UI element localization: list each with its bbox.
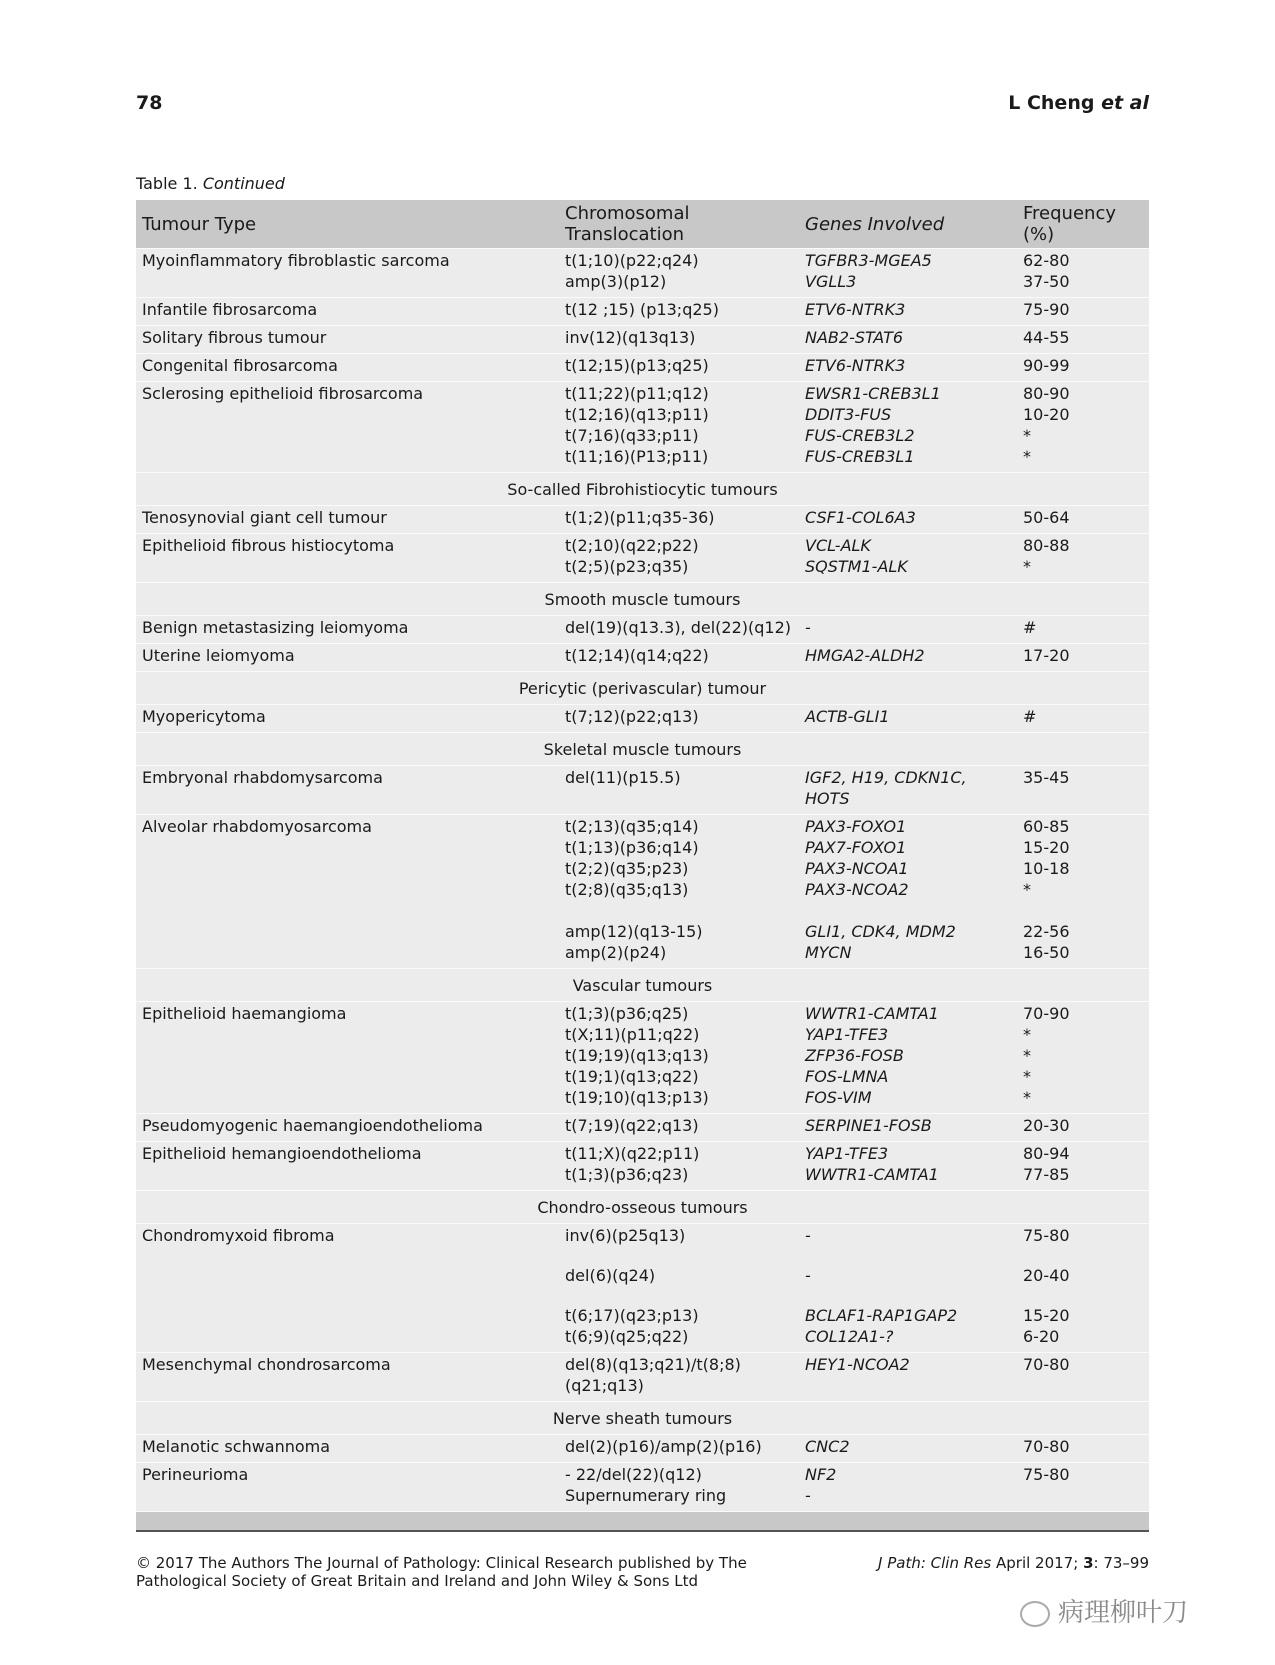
frequency-cell xyxy=(1017,506,1149,534)
translocation-cell xyxy=(559,249,799,298)
col-header-translocation: Chromosomal Translocation xyxy=(559,200,799,249)
genes-cell xyxy=(799,616,1017,644)
translocation-line: t(2;13)(q35;q14) xyxy=(565,817,699,836)
table-row xyxy=(136,1002,1149,1114)
translocation-line: t(2;8)(q35;q13) xyxy=(565,880,689,899)
frequency-line: 80-90 xyxy=(1023,384,1070,403)
watermark xyxy=(1020,1592,1188,1629)
translocation-line: amp(3)(p12) xyxy=(565,272,667,291)
genes-line: ACTB-GLI1 xyxy=(805,707,890,726)
genes-cell xyxy=(799,1435,1017,1463)
frequency-line: * xyxy=(1023,426,1031,445)
section-row xyxy=(136,733,1149,766)
translocation-line: t(11;X)(q22;p11) xyxy=(565,1144,700,1163)
translocation-cell xyxy=(559,1435,799,1463)
tumour-type-cell: Perineurioma xyxy=(136,1463,559,1512)
author: L Cheng xyxy=(1008,92,1095,114)
frequency-line: 62-80 xyxy=(1023,251,1070,270)
frequency-line: 10-18 xyxy=(1023,859,1070,878)
translocation-cell xyxy=(559,815,799,969)
genes-line: PAX7-FOXO1 xyxy=(805,838,907,857)
section-row xyxy=(136,583,1149,616)
table-row xyxy=(136,815,1149,969)
genes-cell xyxy=(799,1463,1017,1512)
translocation-cell xyxy=(559,298,799,326)
genes-line: PAX3-NCOA2 xyxy=(805,880,909,899)
frequency-line: 22-56 xyxy=(1023,922,1070,941)
spacer xyxy=(1023,1246,1143,1265)
spacer xyxy=(565,900,793,921)
translocation-line: t(11;16)(P13;p11) xyxy=(565,447,709,466)
frequency-line: 75-80 xyxy=(1023,1465,1070,1484)
frequency-line: * xyxy=(1023,447,1031,466)
table-row xyxy=(136,705,1149,733)
table-row xyxy=(136,1435,1149,1463)
genes-line: FUS-CREB3L2 xyxy=(805,426,915,445)
genes-cell xyxy=(799,534,1017,583)
table-caption xyxy=(136,174,285,193)
genes-line: SQSTM1-ALK xyxy=(805,557,908,576)
genes-line: PAX3-NCOA1 xyxy=(805,859,909,878)
tumour-type-cell: Congenital fibrosarcoma xyxy=(136,354,559,382)
genes-cell xyxy=(799,249,1017,298)
col-header-frequency: Frequency (%) xyxy=(1017,200,1149,249)
genes-cell xyxy=(799,1353,1017,1402)
frequency-line: 70-80 xyxy=(1023,1355,1070,1374)
frequency-line: * xyxy=(1023,880,1031,899)
table-row xyxy=(136,326,1149,354)
frequency-cell xyxy=(1017,534,1149,583)
frequency-line: 50-64 xyxy=(1023,508,1070,527)
frequency-cell xyxy=(1017,326,1149,354)
translocation-line: t(12;16)(q13;p11) xyxy=(565,405,709,424)
genes-line: - xyxy=(805,1266,811,1285)
spacer xyxy=(805,1246,1011,1265)
table-header-row xyxy=(136,200,1149,249)
table-container xyxy=(136,200,1149,1532)
genes-line: - xyxy=(805,618,811,637)
tumour-type-cell: Uterine leiomyoma xyxy=(136,644,559,672)
translocation-cell xyxy=(559,1114,799,1142)
translocation-line: t(2;10)(q22;p22) xyxy=(565,536,699,555)
genes-line: VCL-ALK xyxy=(805,536,871,555)
tumour-type-cell: Alveolar rhabdomyosarcoma xyxy=(136,815,559,969)
tumour-type-cell: Sclerosing epithelioid fibrosarcoma xyxy=(136,382,559,473)
copyright-footer: © 2017 The Authors The Journal of Pathology: Clinical Research published by The Pathological Society of Great Britain and Ireland and John Wiley & Sons Ltd xyxy=(136,1554,747,1590)
translocation-cell xyxy=(559,1142,799,1191)
tumour-type-cell: Chondromyxoid fibroma xyxy=(136,1224,559,1353)
genes-line: PAX3-FOXO1 xyxy=(805,817,907,836)
translocation-line: inv(12)(q13q13) xyxy=(565,328,696,347)
frequency-line: # xyxy=(1023,707,1037,726)
translocation-line: del(8)(q13;q21)/t(8;8)(q21;q13) xyxy=(565,1355,741,1395)
genes-line: EWSR1-CREB3L1 xyxy=(805,384,941,403)
frequency-line: 35-45 xyxy=(1023,768,1070,787)
spacer xyxy=(805,1286,1011,1305)
translocation-line: t(7;19)(q22;q13) xyxy=(565,1116,699,1135)
frequency-line: 80-88 xyxy=(1023,536,1070,555)
spacer xyxy=(1023,1286,1143,1305)
tumour-type-cell: Mesenchymal chondrosarcoma xyxy=(136,1353,559,1402)
table-body xyxy=(136,249,1149,1512)
genes-line: SERPINE1-FOSB xyxy=(805,1116,932,1135)
genes-line: - xyxy=(805,1226,811,1245)
table-end-bar xyxy=(136,1512,1149,1532)
genes-line: BCLAF1-RAP1GAP2 xyxy=(805,1306,958,1325)
frequency-line: 77-85 xyxy=(1023,1165,1070,1184)
genes-line: FOS-VIM xyxy=(805,1088,872,1107)
frequency-line: # xyxy=(1023,618,1037,637)
table-row xyxy=(136,298,1149,326)
genes-line: GLI1, CDK4, MDM2 xyxy=(805,922,956,941)
genes-cell xyxy=(799,1224,1017,1353)
tumour-type-cell: Melanotic schwannoma xyxy=(136,1435,559,1463)
tumour-type-cell: Myoinflammatory fibroblastic sarcoma xyxy=(136,249,559,298)
genes-line: HMGA2-ALDH2 xyxy=(805,646,925,665)
genes-line: CNC2 xyxy=(805,1437,850,1456)
frequency-cell xyxy=(1017,354,1149,382)
frequency-cell xyxy=(1017,815,1149,969)
section-row xyxy=(136,672,1149,705)
et-al: et al xyxy=(1101,92,1149,114)
watermark-text: 病理柳叶刀 xyxy=(1058,1598,1189,1628)
frequency-cell xyxy=(1017,1002,1149,1114)
spacer xyxy=(805,900,1011,921)
table-row xyxy=(136,1463,1149,1512)
section-title: Pericytic (perivascular) tumour xyxy=(136,672,1149,705)
translocation-line: t(2;5)(p23;q35) xyxy=(565,557,689,576)
translocation-line: t(19;10)(q13;p13) xyxy=(565,1088,709,1107)
section-row xyxy=(136,1191,1149,1224)
section-row xyxy=(136,473,1149,506)
genes-cell xyxy=(799,1142,1017,1191)
tumour-type-cell: Myopericytoma xyxy=(136,705,559,733)
translocation-line: t(19;1)(q13;q22) xyxy=(565,1067,699,1086)
journal-pages: : 73–99 xyxy=(1093,1554,1149,1572)
frequency-line: 80-94 xyxy=(1023,1144,1070,1163)
genes-line: HEY1-NCOA2 xyxy=(805,1355,910,1374)
translocation-line: t(2;2)(q35;p23) xyxy=(565,859,689,878)
translocation-line: t(12 ;15) (p13;q25) xyxy=(565,300,719,319)
frequency-line: * xyxy=(1023,1025,1031,1044)
frequency-line: 37-50 xyxy=(1023,272,1070,291)
translocation-line: inv(6)(p25q13) xyxy=(565,1226,686,1245)
table-row xyxy=(136,766,1149,815)
genes-line: NAB2-STAT6 xyxy=(805,328,904,347)
translocation-line: t(11;22)(p11;q12) xyxy=(565,384,709,403)
table-row xyxy=(136,644,1149,672)
tumour-type-cell: Epithelioid fibrous histiocytoma xyxy=(136,534,559,583)
spacer xyxy=(1023,1485,1143,1506)
spacer xyxy=(1023,900,1143,921)
translocation-line: t(1;2)(p11;q35-36) xyxy=(565,508,715,527)
frequency-line: 15-20 xyxy=(1023,1306,1070,1325)
genes-cell xyxy=(799,354,1017,382)
frequency-line: * xyxy=(1023,1046,1031,1065)
section-row xyxy=(136,969,1149,1002)
tumour-type-cell: Epithelioid hemangioendothelioma xyxy=(136,1142,559,1191)
genes-cell xyxy=(799,1114,1017,1142)
frequency-cell xyxy=(1017,766,1149,815)
frequency-line: 75-90 xyxy=(1023,300,1070,319)
frequency-cell xyxy=(1017,382,1149,473)
genes-line: MYCN xyxy=(805,943,852,962)
genes-line: IGF2, H19, CDKN1C, HOTS xyxy=(805,768,967,808)
running-head xyxy=(1008,92,1149,114)
col-header-genes: Genes Involved xyxy=(799,200,1017,249)
genes-cell xyxy=(799,815,1017,969)
frequency-cell xyxy=(1017,1224,1149,1353)
section-title: Skeletal muscle tumours xyxy=(136,733,1149,766)
frequency-line: 17-20 xyxy=(1023,646,1070,665)
translocation-cell xyxy=(559,1224,799,1353)
translocation-line: - 22/del(22)(q12) xyxy=(565,1465,702,1484)
tumour-type-cell: Tenosynovial giant cell tumour xyxy=(136,506,559,534)
frequency-cell xyxy=(1017,616,1149,644)
genes-cell xyxy=(799,644,1017,672)
genes-cell xyxy=(799,382,1017,473)
spacer xyxy=(565,1246,793,1265)
translocation-line: t(6;9)(q25;q22) xyxy=(565,1327,689,1346)
translocation-line: t(1;3)(p36;q23) xyxy=(565,1165,689,1184)
genes-line: VGLL3 xyxy=(805,272,857,291)
translocation-line: t(7;12)(p22;q13) xyxy=(565,707,699,726)
section-title: Vascular tumours xyxy=(136,969,1149,1002)
tumour-type-cell: Solitary fibrous tumour xyxy=(136,326,559,354)
translocation-line: t(1;3)(p36;q25) xyxy=(565,1004,689,1023)
table-row xyxy=(136,1353,1149,1402)
section-title: So-called Fibrohistiocytic tumours xyxy=(136,473,1149,506)
tumour-type-cell: Epithelioid haemangioma xyxy=(136,1002,559,1114)
translocation-cell xyxy=(559,705,799,733)
frequency-line: 20-40 xyxy=(1023,1266,1070,1285)
journal-citation xyxy=(878,1554,1149,1572)
frequency-line: 70-80 xyxy=(1023,1437,1070,1456)
table-row xyxy=(136,506,1149,534)
genes-line: TGFBR3-MGEA5 xyxy=(805,251,932,270)
frequency-cell xyxy=(1017,1142,1149,1191)
translocation-cell xyxy=(559,1353,799,1402)
genes-line: WWTR1-CAMTA1 xyxy=(805,1004,939,1023)
frequency-line: 70-90 xyxy=(1023,1004,1070,1023)
frequency-line: 10-20 xyxy=(1023,405,1070,424)
frequency-line: 16-50 xyxy=(1023,943,1070,962)
translocation-cell xyxy=(559,506,799,534)
caption-label: Table 1. xyxy=(136,174,198,193)
frequency-line: * xyxy=(1023,1067,1031,1086)
translocation-table xyxy=(136,200,1149,1532)
tumour-type-cell: Benign metastasizing leiomyoma xyxy=(136,616,559,644)
genes-cell xyxy=(799,766,1017,815)
frequency-line: 44-55 xyxy=(1023,328,1070,347)
tumour-type-cell: Infantile fibrosarcoma xyxy=(136,298,559,326)
frequency-line: * xyxy=(1023,1088,1031,1107)
table-row xyxy=(136,354,1149,382)
tumour-type-cell: Pseudomyogenic haemangioendothelioma xyxy=(136,1114,559,1142)
table-row xyxy=(136,249,1149,298)
frequency-line: 90-99 xyxy=(1023,356,1070,375)
translocation-line: del(19)(q13.3), del(22)(q12) xyxy=(565,618,792,637)
translocation-line: t(X;11)(p11;q22) xyxy=(565,1025,700,1044)
genes-line: YAP1-TFE3 xyxy=(805,1144,889,1163)
translocation-line: t(12;15)(p13;q25) xyxy=(565,356,709,375)
translocation-cell xyxy=(559,1463,799,1512)
translocation-line: t(7;16)(q33;p11) xyxy=(565,426,699,445)
translocation-cell xyxy=(559,1002,799,1114)
genes-line: YAP1-TFE3 xyxy=(805,1025,889,1044)
genes-line: CSF1-COL6A3 xyxy=(805,508,916,527)
translocation-cell xyxy=(559,534,799,583)
translocation-cell xyxy=(559,644,799,672)
frequency-line: * xyxy=(1023,557,1031,576)
translocation-cell xyxy=(559,766,799,815)
genes-line: COL12A1-? xyxy=(805,1327,894,1346)
frequency-cell xyxy=(1017,1114,1149,1142)
translocation-line: t(12;14)(q14;q22) xyxy=(565,646,709,665)
genes-cell xyxy=(799,506,1017,534)
genes-cell xyxy=(799,298,1017,326)
genes-line: ETV6-NTRK3 xyxy=(805,356,906,375)
genes-line: - xyxy=(805,1486,811,1505)
col-header-tumour-type: Tumour Type xyxy=(136,200,559,249)
translocation-cell xyxy=(559,354,799,382)
frequency-cell xyxy=(1017,1435,1149,1463)
table-row xyxy=(136,1142,1149,1191)
genes-cell xyxy=(799,705,1017,733)
genes-line: FOS-LMNA xyxy=(805,1067,889,1086)
genes-cell xyxy=(799,1002,1017,1114)
translocation-line: del(6)(q24) xyxy=(565,1266,656,1285)
table-row xyxy=(136,1114,1149,1142)
translocation-line: t(1;10)(p22;q24) xyxy=(565,251,699,270)
translocation-cell xyxy=(559,616,799,644)
section-title: Nerve sheath tumours xyxy=(136,1402,1149,1435)
translocation-line: amp(12)(q13-15) xyxy=(565,922,703,941)
translocation-cell xyxy=(559,382,799,473)
section-row xyxy=(136,1402,1149,1435)
translocation-line: Supernumerary ring xyxy=(565,1486,727,1505)
frequency-line: 6-20 xyxy=(1023,1327,1060,1346)
journal-date: April 2017; xyxy=(996,1554,1079,1572)
genes-line: WWTR1-CAMTA1 xyxy=(805,1165,939,1184)
genes-line: FUS-CREB3L1 xyxy=(805,447,915,466)
translocation-cell xyxy=(559,326,799,354)
frequency-cell xyxy=(1017,644,1149,672)
frequency-cell xyxy=(1017,298,1149,326)
genes-line: ZFP36-FOSB xyxy=(805,1046,904,1065)
table-row xyxy=(136,616,1149,644)
frequency-cell xyxy=(1017,1353,1149,1402)
translocation-line: amp(2)(p24) xyxy=(565,943,667,962)
section-title: Smooth muscle tumours xyxy=(136,583,1149,616)
genes-cell xyxy=(799,326,1017,354)
frequency-cell xyxy=(1017,705,1149,733)
frequency-line: 15-20 xyxy=(1023,838,1070,857)
genes-line: NF2 xyxy=(805,1465,837,1484)
translocation-line: del(2)(p16)/amp(2)(p16) xyxy=(565,1437,762,1456)
wechat-icon xyxy=(1020,1601,1050,1627)
genes-line: DDIT3-FUS xyxy=(805,405,892,424)
journal-name: J Path: Clin Res xyxy=(878,1554,992,1572)
table-row xyxy=(136,534,1149,583)
frequency-line: 60-85 xyxy=(1023,817,1070,836)
section-title: Chondro-osseous tumours xyxy=(136,1191,1149,1224)
page-number: 78 xyxy=(136,92,163,114)
translocation-line: t(6;17)(q23;p13) xyxy=(565,1306,699,1325)
tumour-type-cell: Embryonal rhabdomysarcoma xyxy=(136,766,559,815)
frequency-cell xyxy=(1017,1463,1149,1512)
caption-continued: Continued xyxy=(202,174,285,193)
translocation-line: del(11)(p15.5) xyxy=(565,768,681,787)
translocation-line: t(1;13)(p36;q14) xyxy=(565,838,699,857)
spacer xyxy=(565,1286,793,1305)
frequency-line: 20-30 xyxy=(1023,1116,1070,1135)
genes-line: ETV6-NTRK3 xyxy=(805,300,906,319)
journal-volume: 3 xyxy=(1083,1554,1094,1572)
frequency-line: 75-80 xyxy=(1023,1226,1070,1245)
table-row xyxy=(136,382,1149,473)
table-row xyxy=(136,1224,1149,1353)
translocation-line: t(19;19)(q13;q13) xyxy=(565,1046,709,1065)
frequency-cell xyxy=(1017,249,1149,298)
